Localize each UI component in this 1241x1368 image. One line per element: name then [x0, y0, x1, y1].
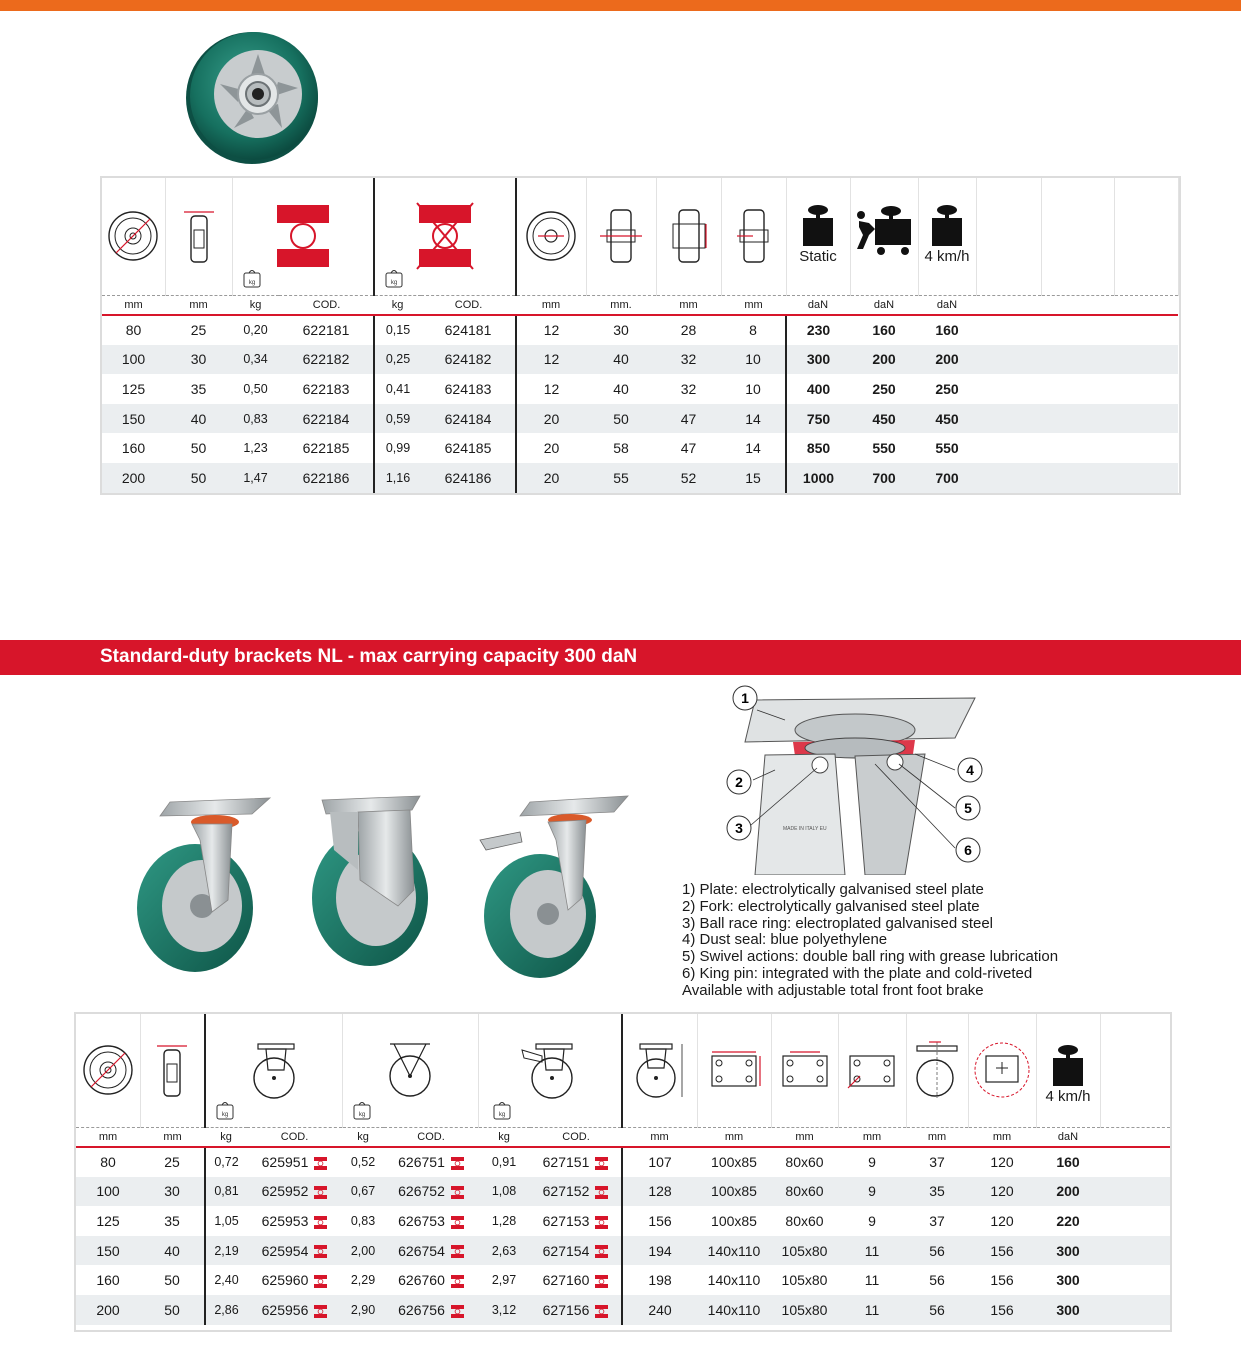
table-cell: 14: [721, 404, 786, 434]
product-code: 626754: [398, 1242, 445, 1259]
product-code: 627153: [542, 1212, 590, 1229]
table-cell: 0,25: [374, 345, 421, 375]
table-cell: 450: [850, 404, 918, 434]
table-cell: 40: [586, 345, 656, 375]
table-cell: 12: [516, 345, 586, 375]
table-cell: 25: [190, 322, 207, 339]
table-cell: 9: [868, 1212, 876, 1229]
units-row-2: mm mm kg COD. kg COD. kg COD. mm mm mm mm mm mm daN: [76, 1127, 1170, 1147]
table-cell: 550: [872, 440, 896, 457]
table-cell: 35: [190, 380, 207, 397]
table-cell: 37: [929, 1154, 945, 1171]
table-cell: 200: [76, 1295, 140, 1325]
svg-text:kg: kg: [390, 280, 398, 286]
rubber-code-icon: [314, 1216, 327, 1229]
made-in-stamp: MADE IN ITALY EU: [783, 826, 827, 832]
table-cell: 700: [918, 463, 976, 493]
table-cell: 100x85: [711, 1212, 757, 1229]
table-cell: 32: [680, 380, 697, 397]
section-title: Standard-duty brackets NL - max carrying capacity 300 daN: [100, 646, 638, 667]
table-cell: 56: [906, 1236, 968, 1266]
wheel-diameter-icon-2: [76, 1014, 140, 1127]
brake-caster-photo: [480, 796, 628, 978]
table-cell: [384, 1147, 478, 1177]
table-cell: 100: [76, 1177, 140, 1207]
table-cell: 120: [990, 1154, 1014, 1171]
table-cell: [247, 1265, 342, 1295]
table-cell: 50: [140, 1295, 205, 1325]
table-cell: 25: [140, 1147, 205, 1177]
table-cell: 200: [918, 345, 976, 375]
bolt-hole-diameter-icon: [838, 1014, 906, 1127]
note-fork: 2) Fork: electrolytically galvanised steel plate: [682, 897, 980, 915]
rubber-code-icon: [595, 1157, 608, 1170]
table-cell: 200: [1036, 1177, 1100, 1207]
table-cell: 0,67: [342, 1177, 384, 1207]
table-cell: 624184: [421, 404, 516, 434]
rubber-code-icon: [451, 1305, 464, 1318]
table-cell: 300: [1056, 1272, 1080, 1289]
table-cell: 250: [935, 380, 959, 397]
table-cell: 56: [929, 1272, 945, 1289]
table-cell: 8: [721, 315, 786, 345]
product-code: 625954: [261, 1242, 309, 1259]
table-cell: 50: [586, 404, 656, 434]
table-cell: 35: [140, 1206, 205, 1236]
table-cell: 624182: [421, 345, 516, 375]
table-row: [76, 1147, 1170, 1177]
table-cell: 20: [543, 440, 560, 457]
table-cell: 0,50: [243, 381, 268, 396]
table-cell: 11: [864, 1272, 880, 1289]
table-cell: 300: [786, 345, 850, 375]
table-cell: 50: [165, 463, 232, 493]
product-code: 625960: [261, 1272, 309, 1289]
product-code: 627154: [542, 1242, 590, 1259]
callout-2: 2: [735, 774, 743, 790]
table-cell: 624181: [421, 315, 516, 345]
product-code: 626760: [398, 1272, 445, 1289]
svg-text:kg: kg: [248, 280, 255, 286]
product-code: 625951: [261, 1154, 309, 1171]
table-cell: 1,47: [232, 463, 279, 493]
wheel-photo: [182, 26, 322, 166]
svg-text:kg: kg: [498, 1112, 505, 1118]
table-cell: 622183: [279, 374, 374, 404]
table-cell: 2,90: [342, 1295, 384, 1325]
table-cell: 80: [100, 1154, 116, 1171]
table-row: [76, 1206, 1170, 1236]
table-cell: 11: [838, 1236, 906, 1266]
table-cell: 550: [935, 440, 959, 457]
note-ball-race: 3) Ball race ring: electroplated galvanised steel: [682, 914, 994, 932]
table-cell: 194: [622, 1236, 697, 1266]
note-king-pin: 6) King pin: integrated with the plate and cold-riveted: [682, 964, 1033, 982]
brake-bracket-icon: [478, 1014, 622, 1127]
table-cell: 622186: [279, 463, 374, 493]
table-cell: 0,83: [350, 1213, 376, 1228]
svg-text:kg: kg: [221, 1112, 229, 1118]
table-cell: 850: [806, 440, 831, 457]
table-cell: 2,00: [342, 1236, 384, 1266]
table-cell: 300: [1036, 1295, 1100, 1325]
axle-diameter-icon: [721, 178, 786, 295]
plate-size-icon: [697, 1014, 771, 1127]
table-cell: [530, 1177, 622, 1207]
callout-4: 4: [966, 762, 974, 778]
table-cell: 10: [721, 374, 786, 404]
no-rubber-wheel-icon: [374, 178, 516, 295]
table-cell: [530, 1206, 622, 1236]
table-cell: 40: [613, 380, 629, 397]
wheel-diameter-icon: [102, 178, 165, 295]
table-cell: 80x60: [785, 1212, 824, 1229]
table-cell: [384, 1265, 478, 1295]
table-cell: 0,72: [214, 1155, 239, 1170]
table-cell: 230: [806, 322, 831, 339]
rubber-code-icon: [451, 1216, 464, 1229]
table-cell: 0,83: [232, 404, 279, 434]
note-swivel: 5) Swivel actions: double ball ring with grease lubrication: [682, 948, 1059, 966]
table-cell: 0,59: [374, 404, 421, 434]
product-code: 625956: [261, 1301, 309, 1318]
hub-length-icon: [586, 178, 656, 295]
table-cell: 100x85: [697, 1177, 771, 1207]
table-cell: 3,12: [478, 1295, 530, 1325]
table-cell: 1,08: [478, 1177, 530, 1207]
table-cell: 105x80: [771, 1295, 838, 1325]
table-row: [102, 463, 1178, 493]
table-cell: 55: [586, 463, 656, 493]
table-row: [76, 1295, 1170, 1325]
table-cell: 1,16: [374, 463, 421, 493]
table-cell: 150: [76, 1236, 140, 1266]
table-cell: 2,86: [205, 1295, 247, 1325]
table-cell: 12: [543, 322, 560, 339]
product-code: 626756: [398, 1301, 445, 1318]
table-cell: 0,20: [243, 323, 268, 338]
table-cell: 10: [721, 345, 786, 375]
table-cell: 624186: [421, 463, 516, 493]
table-cell: 50: [190, 440, 207, 457]
rubber-code-icon: [314, 1157, 327, 1170]
table-cell: 15: [721, 463, 786, 493]
rubber-code-icon: [451, 1186, 464, 1199]
table-row: [76, 1265, 1170, 1295]
table-cell: 11: [838, 1295, 906, 1325]
caster-photos: [120, 780, 640, 980]
table-cell: 52: [656, 463, 721, 493]
table-cell: 30: [140, 1177, 205, 1207]
table-cell: 300: [1036, 1236, 1100, 1266]
callout-5: 5: [964, 800, 972, 816]
axle-length-icon: [656, 178, 721, 295]
note-dust-seal: 4) Dust seal: blue polyethylene: [682, 931, 888, 949]
product-code: 625953: [261, 1212, 309, 1229]
table-cell: 100x85: [711, 1154, 757, 1171]
product-code: 627151: [542, 1154, 590, 1171]
table-cell: 0,41: [385, 381, 411, 396]
table-cell: [530, 1265, 622, 1295]
table-row: [76, 1236, 1170, 1266]
table-cell: 0,91: [491, 1155, 517, 1170]
table-cell: 107: [648, 1154, 672, 1171]
table-cell: 20: [516, 463, 586, 493]
table-cell: 37: [929, 1212, 945, 1229]
static-load-icon: [786, 178, 850, 295]
callout-1: 1: [741, 690, 749, 706]
table-cell: 80: [125, 322, 142, 339]
table-cell: 30: [165, 345, 232, 375]
speed-load-icon-2: [1036, 1014, 1100, 1127]
speed-label: 4 km/h: [924, 247, 970, 265]
table-cell: 2,19: [205, 1236, 247, 1266]
table-cell: 105x80: [771, 1236, 838, 1266]
table-cell: 1,28: [491, 1213, 517, 1228]
table-cell: 198: [648, 1272, 672, 1289]
table-cell: 9: [838, 1177, 906, 1207]
table-cell: 220: [1056, 1212, 1080, 1229]
table-cell: 47: [680, 440, 697, 457]
rubber-wheel-icon: [232, 178, 374, 295]
feature-notes: [682, 882, 1058, 1000]
table-cell: 160: [872, 322, 896, 339]
table-cell: [384, 1206, 478, 1236]
swivel-radius-icon: [968, 1014, 1036, 1127]
table-cell: 40: [165, 404, 232, 434]
exploded-diagram: [705, 680, 1005, 875]
svg-text:kg: kg: [358, 1112, 365, 1118]
product-code: 626753: [398, 1212, 445, 1229]
table-cell: 156: [648, 1212, 672, 1229]
table-row: [102, 315, 1178, 345]
top-accent-bar: [0, 0, 1241, 11]
table-cell: [530, 1147, 622, 1177]
table-cell: 40: [140, 1236, 205, 1266]
table-cell: 140x110: [697, 1295, 771, 1325]
table-cell: 1,05: [214, 1213, 239, 1228]
table-cell: 2,63: [478, 1236, 530, 1266]
rubber-code-icon: [314, 1186, 327, 1199]
table-cell: 156: [990, 1272, 1014, 1289]
table-cell: 240: [622, 1295, 697, 1325]
table-cell: 20: [516, 404, 586, 434]
section-header-bar: [0, 640, 1241, 675]
hub-bore-icon: [516, 178, 586, 295]
table-cell: 125: [96, 1212, 120, 1229]
callout-3: 3: [735, 820, 743, 836]
table-cell: 400: [806, 380, 831, 397]
rubber-code-icon: [595, 1245, 608, 1258]
table-cell: 9: [868, 1154, 876, 1171]
product-code: 627160: [542, 1272, 590, 1289]
table-row: [102, 433, 1178, 463]
table-cell: 622181: [279, 315, 374, 345]
table-row: [102, 345, 1178, 375]
table-cell: [247, 1236, 342, 1266]
rubber-code-icon: [314, 1245, 327, 1258]
speed-label-2: 4 km/h: [1045, 1087, 1091, 1105]
table-cell: 2,29: [350, 1273, 376, 1288]
callout-6: 6: [964, 842, 972, 858]
table-cell: 1,23: [243, 441, 268, 456]
wheel-spec-table: [102, 178, 1179, 493]
table-cell: 30: [613, 322, 629, 339]
table-cell: [247, 1206, 342, 1236]
table-row: [102, 374, 1178, 404]
table-cell: [384, 1295, 478, 1325]
rubber-code-icon: [595, 1275, 608, 1288]
weight-kg-icon: [243, 268, 261, 288]
table-cell: 622182: [279, 345, 374, 375]
table-cell: 0,34: [232, 345, 279, 375]
note-plate: 1) Plate: electrolytically galvanised steel plate: [682, 881, 984, 898]
table-cell: 35: [906, 1177, 968, 1207]
table-cell: 624185: [421, 433, 516, 463]
table-cell: [384, 1236, 478, 1266]
rubber-code-icon: [595, 1186, 608, 1199]
rubber-code-icon: [314, 1305, 327, 1318]
table-cell: 450: [918, 404, 976, 434]
rubber-code-icon: [451, 1275, 464, 1288]
table-cell: 14: [721, 433, 786, 463]
table-cell: 47: [656, 404, 721, 434]
table-cell: 156: [968, 1295, 1036, 1325]
rubber-code-icon: [451, 1157, 464, 1170]
table-cell: [530, 1236, 622, 1266]
table-cell: 140x110: [697, 1236, 771, 1266]
fixed-caster-photo: [312, 796, 428, 966]
static-label: Static: [799, 247, 837, 265]
table-cell: [530, 1295, 622, 1325]
table-row: [102, 404, 1178, 434]
table-cell: 2,40: [214, 1273, 239, 1288]
table-cell: 0,99: [385, 441, 411, 456]
table-cell: 120: [990, 1212, 1014, 1229]
table-cell: 58: [613, 440, 629, 457]
rubber-code-icon: [314, 1275, 327, 1288]
product-code: 627152: [542, 1183, 590, 1200]
swivel-caster-photo: [137, 798, 270, 972]
table-cell: 32: [656, 345, 721, 375]
bolt-hole-spacing-icon: [771, 1014, 838, 1127]
table-cell: 120: [968, 1177, 1036, 1207]
table-cell: 0,15: [385, 323, 411, 338]
wheel-width-icon-2: [140, 1014, 205, 1127]
table-cell: 2,97: [491, 1273, 517, 1288]
swivel-bracket-icon: [205, 1014, 342, 1127]
overall-height-icon: [622, 1014, 697, 1127]
table-cell: [247, 1147, 342, 1177]
table-cell: [384, 1177, 478, 1207]
table-cell: 28: [680, 322, 697, 339]
table-cell: 750: [786, 404, 850, 434]
rubber-code-icon: [595, 1305, 608, 1318]
table-row: [76, 1177, 1170, 1207]
table-cell: 56: [906, 1295, 968, 1325]
offset-icon: [906, 1014, 968, 1127]
table-cell: 0,52: [350, 1155, 376, 1170]
speed-load-icon: [918, 178, 976, 295]
dynamic-load-icon: [850, 178, 918, 295]
product-code: 626752: [398, 1183, 445, 1200]
table-cell: 160: [935, 322, 959, 339]
table-cell: 105x80: [781, 1272, 828, 1289]
table-cell: 100: [102, 345, 165, 375]
product-code: 627156: [542, 1301, 590, 1318]
wheel-width-icon: [165, 178, 232, 295]
table-cell: 160: [1056, 1154, 1080, 1171]
table-cell: 200: [102, 463, 165, 493]
table-cell: 80x60: [771, 1177, 838, 1207]
fixed-bracket-icon: [342, 1014, 478, 1127]
table-cell: [247, 1177, 342, 1207]
table-cell: 12: [543, 380, 560, 397]
table-cell: 50: [140, 1265, 205, 1295]
table-cell: 250: [872, 380, 896, 397]
units-row: mm mm kg COD. kg COD. mm mm. mm mm daN daN daN: [102, 295, 1178, 315]
product-code: 625952: [261, 1183, 309, 1200]
table-cell: 200: [850, 345, 918, 375]
product-code: 626751: [398, 1154, 445, 1171]
table-cell: 140x110: [707, 1272, 761, 1289]
table-cell: 160: [96, 1272, 120, 1289]
table-cell: 700: [850, 463, 918, 493]
note-brake: Available with adjustable total front foot brake: [682, 981, 984, 999]
table-cell: 624183: [421, 374, 516, 404]
table-cell: 160: [121, 440, 146, 457]
rubber-code-icon: [595, 1216, 608, 1229]
rubber-code-icon: [451, 1245, 464, 1258]
caster-spec-table: [76, 1014, 1171, 1325]
table-cell: 0,81: [205, 1177, 247, 1207]
table-cell: 125: [121, 380, 146, 397]
table-cell: 622185: [279, 433, 374, 463]
table-cell: 80x60: [785, 1154, 824, 1171]
table-cell: 1000: [786, 463, 850, 493]
table-cell: 156: [968, 1236, 1036, 1266]
table-cell: 150: [102, 404, 165, 434]
table-cell: 128: [622, 1177, 697, 1207]
table-cell: 622184: [279, 404, 374, 434]
table-cell: [247, 1295, 342, 1325]
